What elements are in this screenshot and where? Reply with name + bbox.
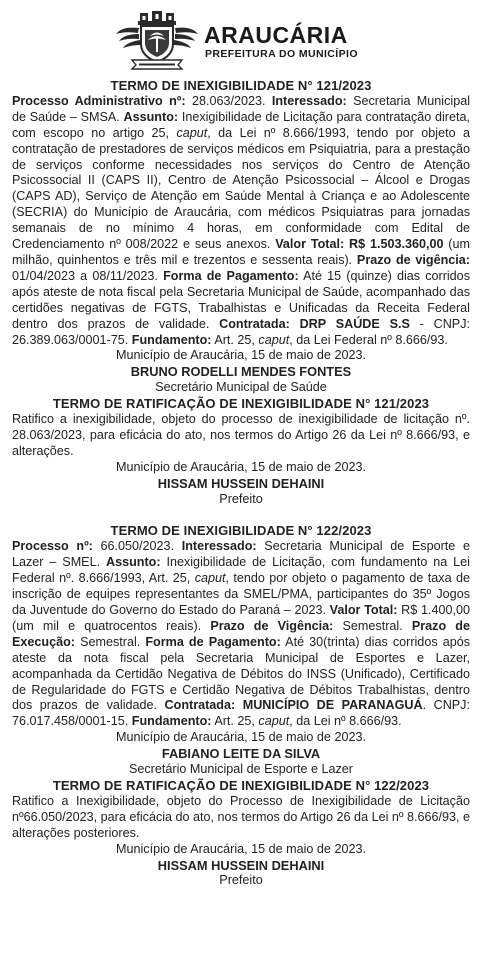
value-valor: (um milhão, quinhentos e três mil e trezentos e sessenta reais).: [12, 237, 470, 267]
value-assunto: Inexigibilidade de Licitação para contratação direta, com escopo no artigo 25,: [12, 109, 470, 140]
term-121-role: Secretário Municipal de Saúde: [155, 380, 327, 395]
header: [0, 10, 479, 72]
term-121-body: [12, 94, 470, 349]
brand-title: ARAUCÁRIA: [204, 22, 348, 48]
term-122-signer: FABIANO LEITE DA SILVA: [161, 746, 321, 762]
value-fundamento: Art. 25,: [211, 714, 259, 729]
label-processo: Processo Administrativo nº:: [12, 93, 186, 108]
value-processo: 66.050/2023.: [92, 539, 182, 554]
label-interessado: Interessado:: [271, 93, 347, 108]
value-fundamento-cont: , da Lei nº 8.666/93.: [289, 714, 402, 729]
caput-text: caput: [258, 332, 290, 347]
ratification-122-body: Ratifico a Inexigibilidade, objeto do Processo de Inexigibilidade de Licitação nº66.050/2023, para eficácia do ato, nos termos do Artigo 26 da Lei nº 8.666/93, e alterações posteriores.: [12, 793, 470, 840]
label-contratada: Contratada: MUNICÍPIO DE PARANAGUÁ: [164, 698, 423, 713]
value-assunto-cont: , tendo por objeto o pagamento de taxa de inscrição de equipes representantes da SMEL/PMA, participantes do 35º Jogos da Juventude do Governo do Estado do Paraná – 2023.: [12, 571, 470, 617]
label-fundamento: Fundamento:: [131, 714, 212, 729]
value-contratada: - CNPJ: 26.389.063/0001-75.: [12, 316, 471, 347]
label-fundamento: Fundamento:: [131, 332, 212, 347]
term-121-place-date: Município de Araucária, 15 de maio de 2023.: [116, 348, 366, 363]
label-contratada: Contratada: DRP SAÚDE S.S: [219, 316, 410, 331]
ratification-122-place-date: Município de Araucária, 15 de maio de 2023.: [116, 841, 366, 856]
label-assunto: Assunto:: [123, 109, 179, 124]
term-122-place-date: Município de Araucária, 15 de maio de 2023.: [116, 730, 366, 745]
label-assunto: Assunto:: [105, 555, 161, 570]
value-processo: 28.063/2023.: [185, 93, 272, 108]
ratification-121-role: Prefeito: [219, 491, 263, 506]
value-assunto-cont: , da Lei nº 8.666/1993, tendo por objeto a contratação de prestadores de serviços médicos em Psiquiatria, para a prestação de serviços conforme necessidades nos serviços do Centro de Atenção Psicossocial II (CAPS II), Centro de Atenção Psicossocial – Álcool e Drogas (CAPS AD), Serviço de Atenção em Saúde Mental à Criança e ao Adolescente (SECRIA) do Município de Araucária, com médicos Psiquiatras para jornadas semanais de no mínimo 4 horas, em conformidade com Edital de Credenciamento nº 008/2022 e seus anexos.: [12, 125, 470, 252]
term-121-title: TERMO DE INEXIGIBILIDADE N° 121/2023: [110, 78, 372, 93]
label-prazo: Prazo de Vigência:: [210, 618, 334, 633]
label-processo: Processo nº:: [12, 539, 93, 554]
document-body: [12, 78, 470, 889]
value-prazo: 01/04/2023 a 08/11/2023.: [12, 268, 164, 283]
label-valor: Valor Total: R$ 1.503.360,00: [275, 237, 444, 252]
ratification-121-body: Ratifico a inexigibilidade, objeto do processo de inexigibilidade de licitação nº. 28.063/2023, para eficácia do ato, nos termos do Artigo 26 da Lei nº 8.666/93, e alterações.: [12, 412, 470, 458]
ratification-121-place-date: Município de Araucária, 15 de maio de 2023.: [116, 459, 366, 474]
value-forma: Até 30(trinta) dias corridos após ateste da nota fiscal pela Secretaria Municipal de Esportes e Lazer, acompanhada da Certidão Negativa de Débitos do INSS (Unificado), Certificado de Regularidade do FGTS e Certidão Negativa de Débitos Trabalhistas, dentro dos prazos de validade.: [12, 634, 471, 713]
label-prazo: Prazo de vigência:: [356, 252, 470, 267]
coat-of-arms-icon: [114, 10, 200, 70]
term-122-role: Secretário Municipal de Esporte e Lazer: [128, 762, 353, 777]
label-interessado: Interessado:: [181, 539, 257, 554]
value-forma: Até 15 (quinze) dias corridos após ateste de nota fiscal pela Secretaria Municipal de Saúde, acompanhado das certidões negativas de FGTS, Trabalhistas e Unificadas da Receita Federal dentro dos prazos de validade.: [12, 268, 470, 331]
term-121-signer: BRUNO RODELLI MENDES FONTES: [130, 364, 352, 380]
value-execucao: Semestral.: [75, 634, 146, 649]
caput-text: caput: [176, 125, 208, 140]
label-execucao: Prazo de Execução:: [12, 618, 470, 649]
label-forma: Forma de Pagamento:: [145, 634, 281, 649]
ratification-121-signer: HISSAM HUSSEIN DEHAINI: [157, 475, 325, 491]
term-122-title: TERMO DE INEXIGIBILIDADE N° 122/2023: [110, 523, 372, 539]
label-valor: Valor Total:: [329, 603, 398, 617]
value-valor: R$ 1.400,00 (um mil e quatrocentos reais).: [12, 603, 470, 633]
ratification-122-title: TERMO DE RATIFICAÇÃO DE INEXIGIBILIDADE N° 122/2023: [52, 777, 430, 793]
value-fundamento-cont: , da Lei Federal nº 8.666/93.: [289, 332, 448, 347]
ratification-121-title: TERMO DE RATIFICAÇÃO DE INEXIGIBILIDADE N° 121/2023: [52, 396, 430, 412]
brand-subtitle: PREFEITURA DO MUNICÍPIO: [205, 48, 358, 60]
value-contratada: . CNPJ: 76.017.458/0001-15.: [12, 698, 470, 729]
section-spacer: [12, 507, 470, 523]
caput-text: caput: [258, 714, 290, 729]
label-forma: Forma de Pagamento:: [163, 268, 299, 283]
value-interessado: Secretaria Municipal de Esporte e Lazer – SMEL.: [12, 539, 470, 570]
value-fundamento: Art. 25,: [211, 332, 259, 347]
term-122-body: [12, 539, 470, 730]
value-prazo: Semestral.: [333, 618, 412, 633]
value-interessado: Secretaria Municipal de Saúde – SMSA.: [12, 93, 471, 124]
value-assunto: Inexigibilidade de Licitação, com fundamento na Lei Federal nº. 8.666/1993, Art. 25,: [12, 555, 470, 586]
ratification-122-signer: HISSAM HUSSEIN DEHAINI: [157, 857, 325, 873]
ratification-122-role: Prefeito: [219, 873, 263, 888]
caput-text: caput: [194, 571, 226, 586]
